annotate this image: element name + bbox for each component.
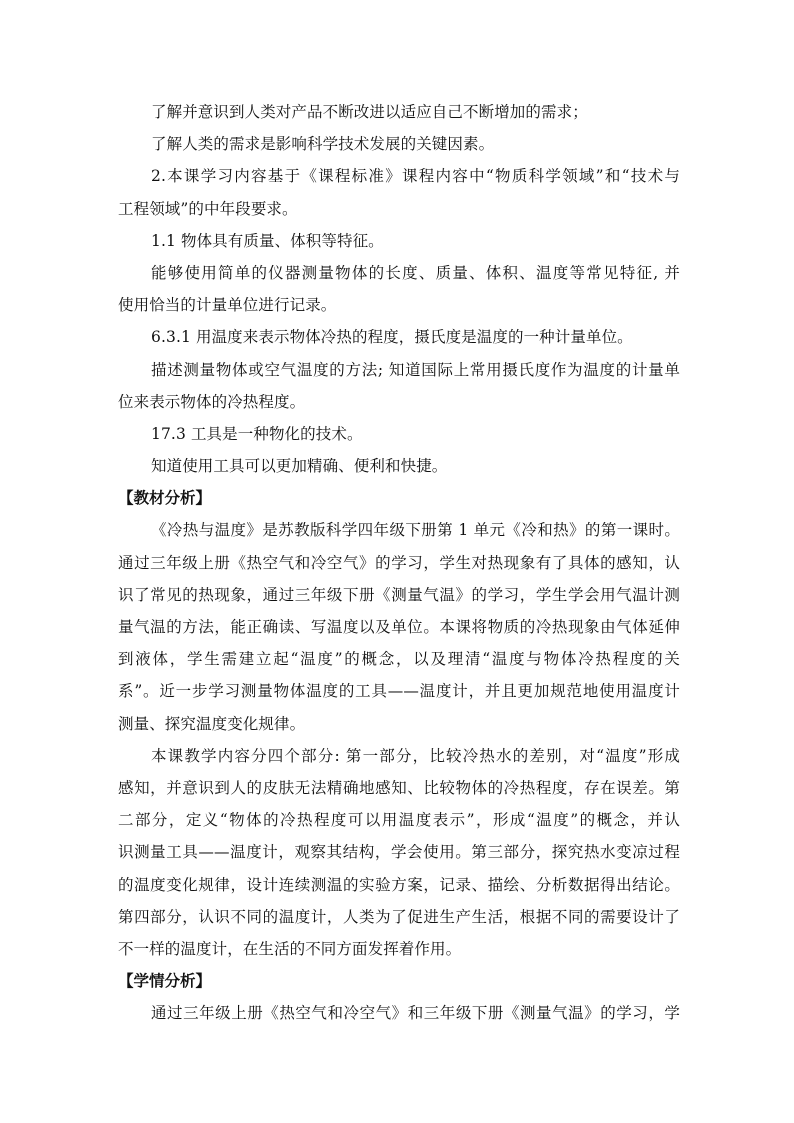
text-line: 第四部分，认识不同的温度计，人类为了促进生产生活，根据不同的需要设计了 [118,907,680,926]
text-line: 6.3.1 用温度来表示物体冷热的程度，摄氏度是温度的一种计量单位。 [151,328,633,347]
text-line: 量气温的方法，能正确读、写温度以及单位。本课将物质的冷热现象由气体延伸 [118,618,680,636]
text-line: 不一样的温度计，在生活的不同方面发挥着作用。 [118,939,462,958]
text-line: 工程领域”的中年段要求。 [118,199,298,218]
text-line: 感知，并意识到人的皮肤无法精确地感知、比较物体的冷热程度，存在误差。第 [118,778,680,797]
text-line: 的温度变化规律，设计连续测温的实验方案，记录、描绘、分析数据得出结论。 [118,875,680,894]
text-line: 二部分，定义“物体的冷热程度可以用温度表示”，形成“温度”的概念，并认 [118,811,680,830]
text-line: 1.1 物体具有质量、体积等特征。 [151,231,384,250]
text-line: 《冷热与温度》是苏教版科学四年级下册第 1 单元《冷和热》的第一课时。 [151,521,680,540]
document-body [118,96,680,1029]
text-line: 能够使用简单的仪器测量物体的长度、质量、体积、温度等常见特征, 并 [151,263,680,282]
text-line: 通过三年级上册《热空气和冷空气》的学习，学生对热现象有了具体的感知，认 [118,553,680,572]
text-line: 本课教学内容分四个部分: 第一部分，比较冷热水的差别，对“温度”形成 [151,746,680,765]
text-line: 系”。近一步学习测量物体温度的工具——温度计，并且更加规范地使用温度计 [118,682,680,701]
text-line: 了解并意识到人类对产品不断改进以适应自己不断增加的需求； [151,103,588,121]
text-line: 了解人类的需求是影响科学技术发展的关键因素。 [151,135,495,154]
text-line: 通过三年级上册《热空气和冷空气》和三年级下册《测量气温》的学习，学 [151,1004,680,1023]
text-line: 描述测量物体或空气温度的方法; 知道国际上常用摄氏度作为温度的计量单 [151,360,680,379]
text-line: 位来表示物体的冷热程度。 [118,392,306,411]
section-heading-learner-analysis: 【学情分析】 [118,972,212,991]
text-line: 17.3 工具是一种物化的技术。 [151,424,363,443]
section-heading-textbook-analysis: 【教材分析】 [118,489,212,508]
text-line: 到液体，学生需建立起“温度”的概念，以及理清“温度与物体冷热程度的关 [118,650,680,669]
text-line: 2.本课学习内容基于《课程标准》课程内容中“物质科学领域”和“技术与 [151,167,680,186]
text-line: 测量、探究温度变化规律。 [118,714,306,733]
text-line: 识了常见的热现象，通过三年级下册《测量气温》的学习，学生学会用气温计测 [118,585,680,604]
text-line: 识测量工具——温度计，观察其结构，学会使用。第三部分，探究热水变凉过程 [118,843,680,862]
text-line: 知道使用工具可以更加精确、便利和快捷。 [151,457,448,476]
text-line: 使用恰当的计量单位进行记录。 [118,296,337,315]
